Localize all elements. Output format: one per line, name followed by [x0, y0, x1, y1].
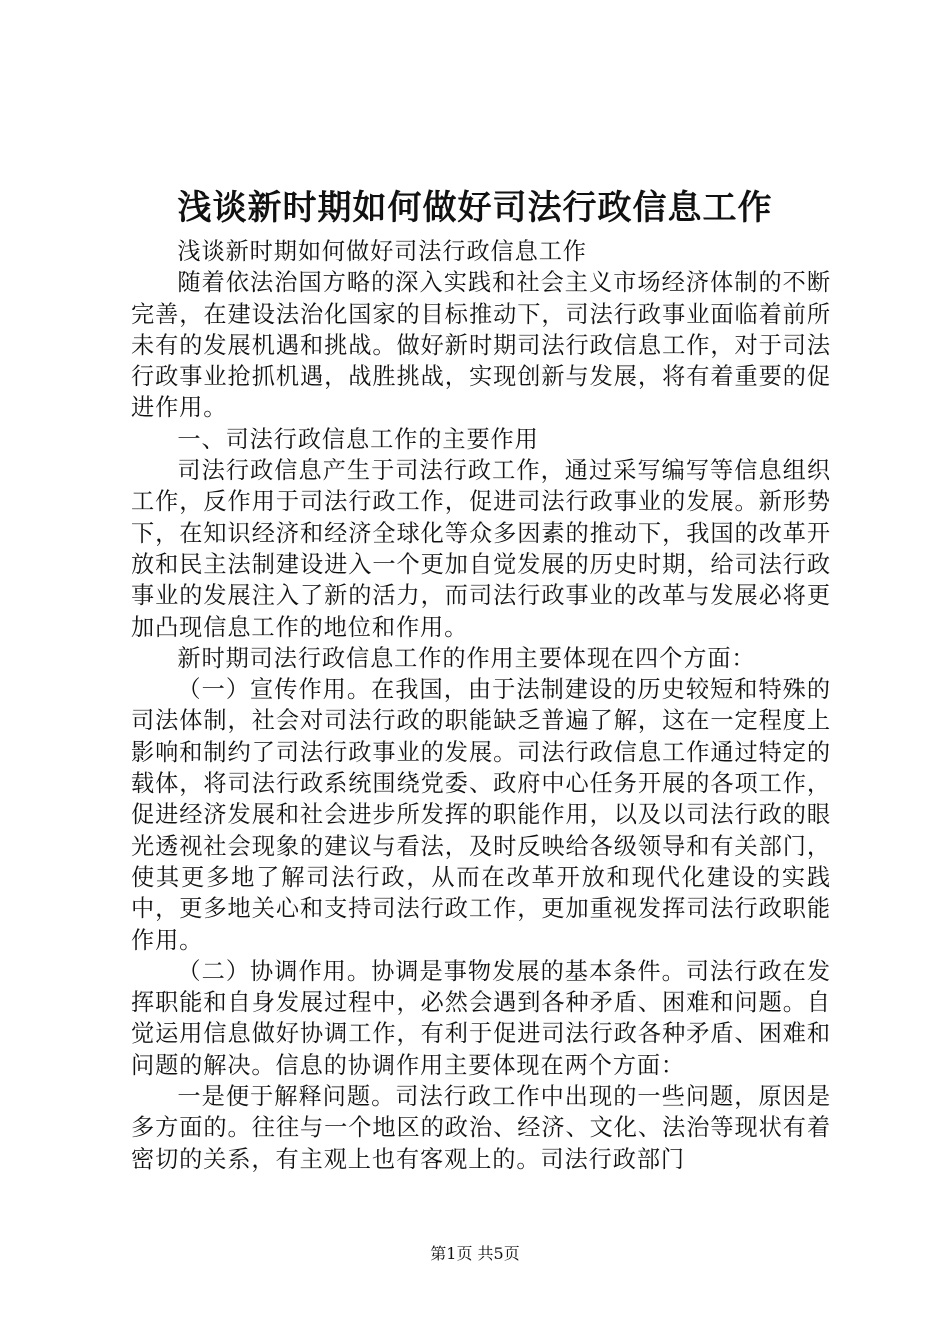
paragraph: 司法行政信息产生于司法行政工作，通过采写编写等信息组织工作，反作用于司法行政工作，促进司法行政事业的发展。新形势下，在知识经济和经济全球化等众多因素的推动下，我国的改革开放和民主法制建设进入一个更加自觉发展的历史时期，给司法行政事业的发展注入了新的活力，而司法行政事业的改革与发展必将更加凸现信息工作的地位和作用。: [131, 457, 831, 641]
paragraph: 一是便于解释问题。司法行政工作中出现的一些问题，原因是多方面的。往往与一个地区的政治、经济、文化、法治等现状有着密切的关系，有主观上也有客观上的。司法行政部门: [131, 1083, 831, 1173]
page-footer: 第1页 共5页: [430, 1244, 520, 1263]
section-heading: 一、司法行政信息工作的主要作用: [177, 425, 539, 453]
paragraph-subtitle: 浅谈新时期如何做好司法行政信息工作: [177, 238, 587, 265]
paragraph: （二）协调作用。协调是事物发展的基本条件。司法行政在发挥职能和自身发展过程中，必然会遇到各种矛盾、困难和问题。自觉运用信息做好协调工作，有利于促进司法行政各种矛盾、困难和问题的解决。信息的协调作用主要体现在两个方面：: [131, 957, 831, 1079]
document-title: 浅谈新时期如何做好司法行政信息工作: [177, 188, 773, 228]
paragraph: （一）宣传作用。在我国，由于法制建设的历史较短和特殊的司法体制，社会对司法行政的职能缺乏普遍了解，这在一定程度上影响和制约了司法行政事业的发展。司法行政信息工作通过特定的载体，将司法行政系统围绕党委、政府中心任务开展的各项工作，促进经济发展和社会进步所发挥的职能作用，以及以司法行政的眼光透视社会现象的建议与看法，及时反映给各级领导和有关部门，使其更多地了解司法行政，从而在改革开放和现代化建设的实践中，更多地关心和支持司法行政工作，更加重视发挥司法行政职能作用。: [131, 676, 831, 954]
document-body: [131, 236, 831, 1175]
paragraph: 新时期司法行政信息工作的作用主要体现在四个方面：: [177, 644, 756, 672]
paragraph: 随着依法治国方略的深入实践和社会主义市场经济体制的不断完善，在建设法治化国家的目标推动下，司法行政事业面临着前所未有的发展机遇和挑战。做好新时期司法行政信息工作，对于司法行政事业抢抓机遇，战胜挑战，实现创新与发展，将有着重要的促进作用。: [131, 269, 831, 422]
